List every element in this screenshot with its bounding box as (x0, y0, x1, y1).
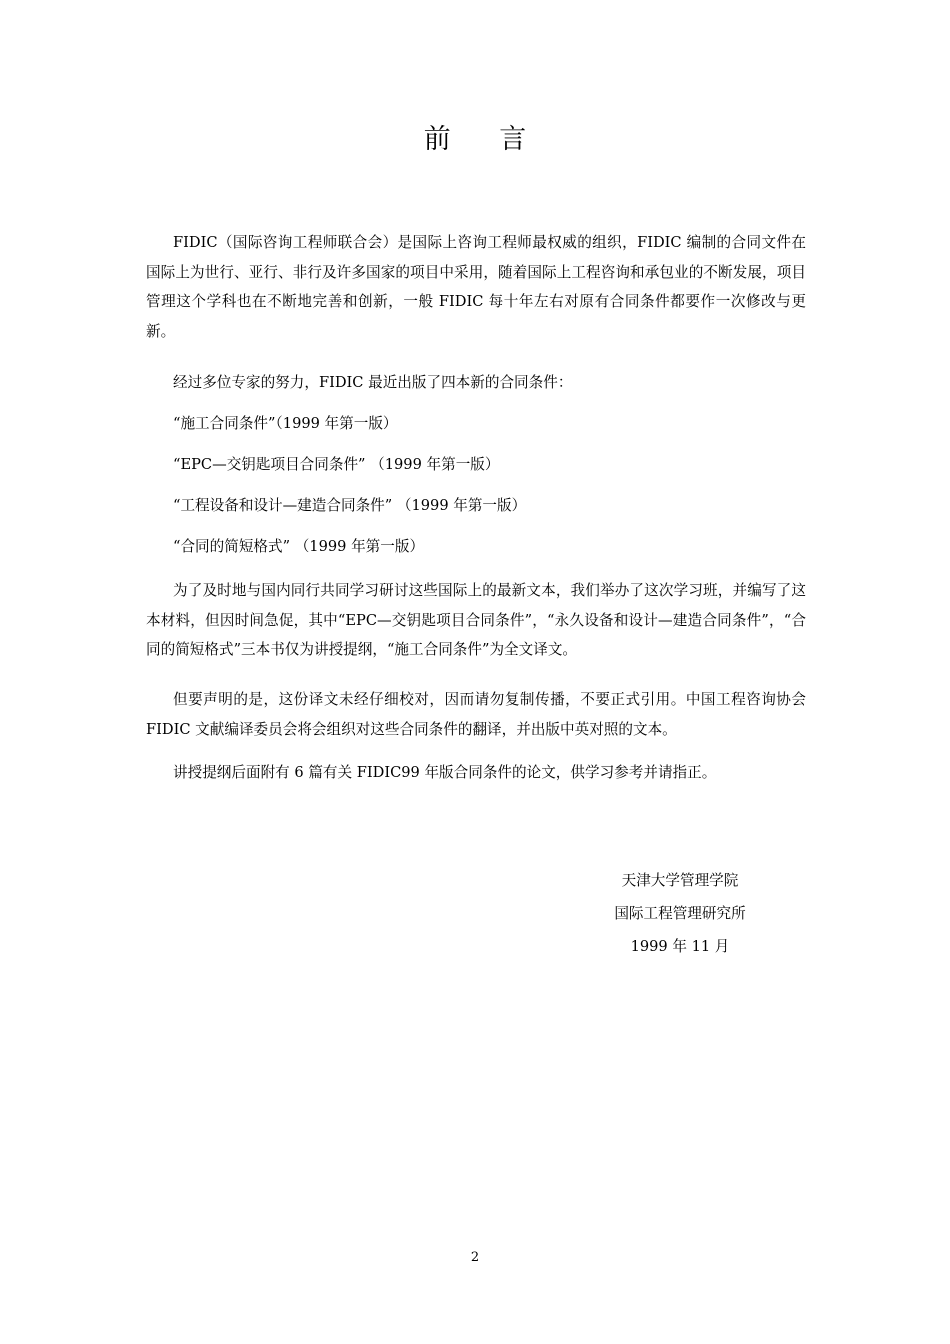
page-title: 前 言 (423, 124, 547, 155)
contract-list (146, 409, 806, 573)
paragraph-text: 经过多位专家的努力，FIDIC 最近出版了四本新的合同条件： (173, 374, 573, 391)
paragraph-intro (146, 228, 806, 346)
paragraph-text: 为了及时地与国内同行共同学习研讨这些国际上的最新文本，我们举办了这次学习班，并编写了这本材料，但因时间急促，其中“EPC—交钥匙项目合同条件”，“永久设备和设计—建造合同条件”，“合同的简短格式”三本书仅为讲授提纲，“施工合同条件”为全文译文。 (146, 582, 806, 659)
contract-list-item: “施工合同条件”（1999 年第一版） (173, 415, 398, 432)
contract-list-item: “工程设备和设计—建造合同条件” （1999 年第一版） (173, 497, 527, 514)
paragraph-text: 但要声明的是，这份译文未经仔细校对，因而请勿复制传播，不要正式引用。中国工程咨询协会 FIDIC 文献编译委员会将会组织对这些合同条件的翻译，并出版中英对照的文本。 (146, 691, 806, 738)
paragraph-text: FIDIC（国际咨询工程师联合会）是国际上咨询工程师最权威的组织，FIDIC 编制的合同文件在国际上为世行、亚行、非行及许多国家的项目中采用，随着国际上工程咨询和承包业的不断发展，项目管理这个学科也在不断地完善和创新，一般 FIDIC 每十年左右对原有合同条件都要作一次修改与更新。 (146, 234, 806, 340)
signature-institution: 天津大学管理学院 (621, 872, 739, 889)
contract-list-item: “EPC—交钥匙项目合同条件” （1999 年第一版） (173, 456, 500, 473)
signature-date: 1999 年 11 月 (630, 938, 730, 955)
paragraph-text: 讲授提纲后面附有 6 篇有关 FIDIC99 年版合同条件的论文，供学习参考并请指正。 (173, 764, 717, 781)
contract-list-item: “合同的简短格式” （1999 年第一版） (173, 538, 425, 555)
paragraph-appendix (146, 758, 806, 788)
paragraph-new-conditions (146, 368, 806, 398)
signature-department: 国际工程管理研究所 (614, 905, 746, 922)
page-number: 2 (470, 1250, 480, 1265)
signature-block (580, 864, 780, 963)
paragraph-disclaimer (146, 685, 806, 744)
paragraph-training (146, 576, 806, 665)
